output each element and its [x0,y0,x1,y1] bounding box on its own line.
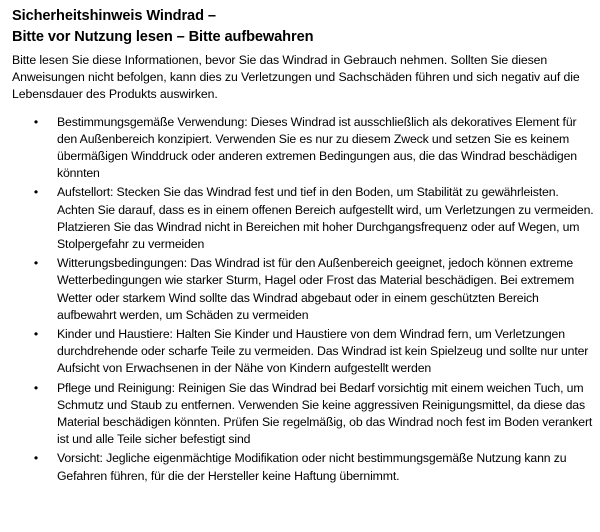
bullet-icon: • [33,380,39,395]
bullet-icon: • [33,185,39,200]
list-item-text: Bestimmungsgemäße Verwendung: Dieses Windrad ist ausschließlich als dekoratives Element für den Außenbereich konzipiert. Verwenden Sie es nur zu diesem Zweck und setzen Sie es keinem übermäßigen Winddruck oder anderen extremen Bedingungen aus, die das Windrad beschädigen könnten [57,114,577,181]
document-title [12,6,594,48]
title-line-2: Bitte vor Nutzung lesen – Bitte aufbewahren [12,29,314,45]
list-item-text: Witterungsbedingungen: Das Windrad ist für den Außenbereich geeignet, jedoch können extreme Wetterbedingungen wie starker Sturm, Hagel oder Frost das Material beschädigen. Bei extremem Wetter oder starkem Wind sollte das Windrad abgebaut oder in einem geschützten Bereich aufbewahrt werden, um Schäden zu vermeiden [57,256,575,322]
bullet-icon: • [33,451,39,466]
list-item [12,380,594,449]
list-item [12,114,594,183]
list-item-text: Pflege und Reinigung: Reinigen Sie das Windrad bei Bedarf vorsichtig mit einem weichen Tuch, um Schmutz und Staub zu entfernen. Verwenden Sie keine aggressiven Reinigungsmittel, da diese das Material beschädigen könnten. Prüfen Sie regelmäßig, ob das Windrad noch fest im Boden verankert ist und alle Teile sicher befestigt sind [57,380,593,447]
list-item [12,184,594,253]
list-item [12,450,594,484]
list-item [12,255,594,324]
list-item [12,326,594,378]
title-line-1: Sicherheitshinweis Windrad – [12,8,216,24]
safety-list [12,114,594,485]
list-item-text: Vorsicht: Jegliche eigenmächtige Modifikation oder nicht bestimmungsgemäße Nutzung kann zu Gefahren führen, für die der Hersteller keine Haftung übernimmt. [57,451,567,483]
bullet-icon: • [33,114,39,129]
list-item-text: Kinder und Haustiere: Halten Sie Kinder und Haustiere von dem Windrad fern, um Verletzungen durchdrehende oder scharfe Teile zu vermeiden. Das Windrad ist kein Spielzeug und sollte nur unter Aufsicht von Erwachsenen in der Nähe von Kindern aufgestellt werden [57,327,589,376]
intro-paragraph: Bitte lesen Sie diese Informationen, bevor Sie das Windrad in Gebrauch nehmen. Sollten Sie diesen Anweisungen nicht befolgen, kann dies zu Verletzungen und Sachschäden führen und sich negativ auf die Lebensdauer des Produkts auswirken. [12,53,580,102]
list-item-text: Aufstellort: Stecken Sie das Windrad fest und tief in den Boden, um Stabilität zu gewährleisten. Achten Sie darauf, dass es in einem offenen Bereich aufgestellt wird, um Verletzungen zu vermeiden. Platzieren Sie das Windrad nicht in Bereichen mit hoher Durchgangsfrequenz oder auf Wegen, um Stolpergefahr zu vermeiden [57,185,594,252]
bullet-icon: • [33,256,39,271]
bullet-icon: • [33,327,39,342]
